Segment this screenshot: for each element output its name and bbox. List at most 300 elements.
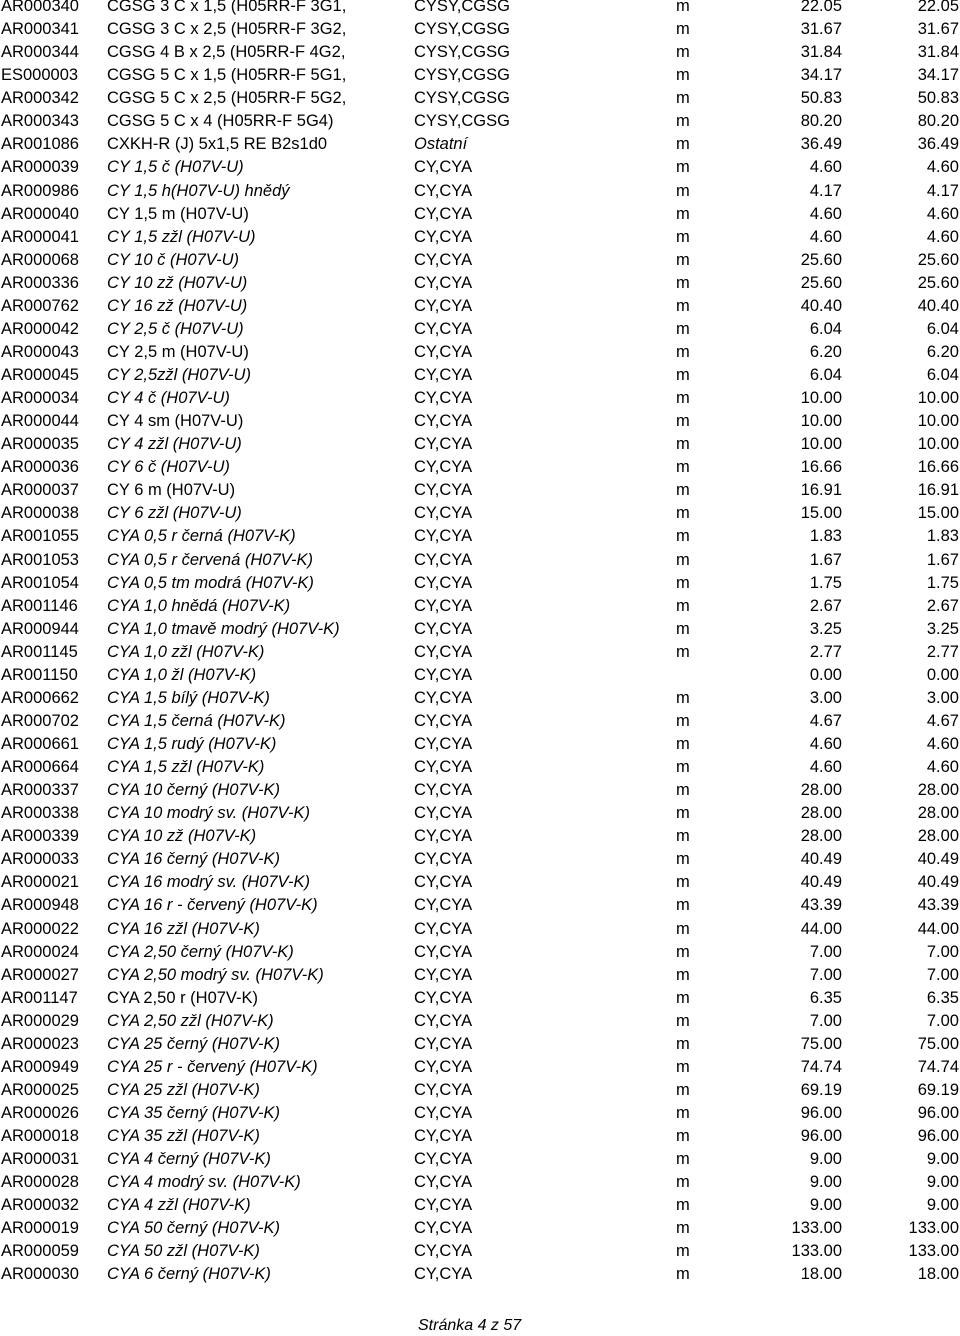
item-price-total: 74.74: [917, 1057, 959, 1076]
item-price: 1.75: [809, 573, 842, 592]
item-unit: m: [676, 250, 690, 269]
item-code: AR000021: [1, 873, 79, 892]
item-name: CYA 25 zžl (H07V-K): [107, 1080, 260, 1099]
item-price: 40.49: [800, 873, 842, 892]
table-row: [0, 203, 960, 226]
item-group: CY,CYA: [414, 896, 473, 915]
item-unit: m: [676, 504, 690, 523]
item-code: AR000037: [1, 481, 79, 500]
item-unit: m: [676, 20, 690, 39]
item-price: 16.91: [800, 481, 842, 500]
item-code: AR000762: [1, 296, 79, 315]
table-row: [0, 1056, 960, 1079]
table-row: [0, 272, 960, 295]
item-unit: m: [676, 1196, 690, 1215]
item-unit: m: [676, 181, 690, 200]
item-price: 7.00: [809, 942, 842, 961]
item-group: CY,CYA: [414, 250, 473, 269]
item-price-total: 10.00: [917, 389, 959, 408]
item-price-total: 1.75: [926, 573, 959, 592]
table-row: [0, 525, 960, 548]
item-price: 6.04: [809, 319, 842, 338]
item-price: 96.00: [800, 1127, 842, 1146]
table-row: [0, 110, 960, 133]
item-code: AR001054: [1, 573, 79, 592]
item-code: AR000034: [1, 389, 79, 408]
item-name: CY 6 m (H07V-U): [107, 481, 236, 500]
item-group: CY,CYA: [414, 1219, 473, 1238]
item-name: CYA 35 černý (H07V-K): [107, 1104, 281, 1122]
item-price: 3.25: [809, 619, 842, 638]
item-code: AR001086: [1, 135, 79, 154]
item-code: AR000986: [1, 181, 79, 200]
item-price: 4.60: [809, 227, 842, 246]
item-code: AR000341: [1, 20, 79, 39]
item-price-total: 3.00: [926, 688, 959, 707]
item-group: CY,CYA: [414, 527, 473, 546]
item-code: AR000664: [1, 758, 79, 777]
item-unit: m: [676, 296, 690, 315]
item-code: AR000068: [1, 250, 79, 269]
item-price: 10.00: [800, 435, 842, 454]
item-name: CYA 1,0 tmavě modrý (H07V-K): [107, 619, 340, 638]
item-code: AR001145: [1, 642, 78, 661]
item-unit: m: [676, 804, 690, 823]
item-name: CY 1,5 č (H07V-U): [107, 158, 244, 177]
item-name: CY 4 zžl (H07V-U): [107, 435, 242, 454]
table-row: [0, 41, 960, 64]
item-price-total: 0.00: [926, 665, 959, 684]
table-row: [0, 156, 960, 179]
item-unit: m: [676, 389, 690, 408]
item-group: CY,CYA: [414, 181, 473, 200]
item-name: CGSG 5 C x 2,5 (H05RR-F 5G2,: [107, 89, 347, 108]
item-code: AR000040: [1, 204, 79, 223]
item-price: 3.00: [809, 688, 842, 707]
item-name: CYA 2,50 r (H07V-K): [107, 988, 259, 1007]
item-code: AR000027: [1, 965, 79, 984]
item-price-total: 31.67: [917, 20, 959, 39]
item-code: AR000662: [1, 688, 79, 707]
item-price: 22.05: [800, 0, 842, 15]
table-row: [0, 687, 960, 710]
item-price-total: 18.00: [917, 1265, 959, 1284]
item-price: 4.60: [809, 735, 842, 753]
item-price-total: 80.20: [917, 112, 959, 131]
item-unit: m: [676, 642, 690, 661]
item-price-total: 15.00: [917, 504, 959, 523]
item-price: 4.67: [809, 711, 842, 730]
item-unit: m: [676, 0, 690, 15]
item-price: 6.35: [809, 988, 842, 1007]
item-code: AR000031: [1, 1150, 79, 1169]
table-row: [0, 572, 960, 595]
item-group: CY,CYA: [414, 665, 473, 684]
item-price: 4.60: [809, 204, 842, 223]
item-unit: m: [676, 527, 690, 546]
item-price-total: 96.00: [917, 1104, 959, 1122]
item-price: 7.00: [809, 1011, 842, 1030]
item-name: CGSG 4 B x 2,5 (H05RR-F 4G2,: [107, 43, 346, 62]
item-name: CYA 1,5 bílý (H07V-K): [107, 688, 270, 707]
item-name: CYA 1,0 žl (H07V-K): [107, 665, 257, 684]
item-unit: m: [676, 781, 690, 800]
item-price: 28.00: [800, 804, 842, 823]
item-code: AR000026: [1, 1104, 79, 1122]
item-group: CY,CYA: [414, 942, 473, 961]
table-row: [0, 1033, 960, 1056]
item-price: 15.00: [800, 504, 842, 523]
item-unit: m: [676, 1173, 690, 1192]
item-name: CYA 2,50 zžl (H07V-K): [107, 1011, 274, 1030]
item-group: CY,CYA: [414, 296, 473, 315]
item-name: CGSG 5 C x 1,5 (H05RR-F 5G1,: [107, 66, 347, 85]
item-unit: m: [676, 850, 690, 869]
item-code: AR000023: [1, 1034, 79, 1053]
item-price: 50.83: [800, 89, 842, 108]
item-code: AR000343: [1, 112, 79, 131]
table-row: [0, 779, 960, 802]
item-price: 31.67: [800, 20, 842, 39]
item-price-total: 10.00: [917, 435, 959, 454]
item-unit: m: [676, 1057, 690, 1076]
item-code: AR000948: [1, 896, 79, 915]
item-group: CY,CYA: [414, 804, 473, 823]
item-group: CY,CYA: [414, 919, 473, 938]
item-price-total: 28.00: [917, 804, 959, 823]
table-row: [0, 1148, 960, 1171]
item-price: 16.66: [800, 458, 842, 477]
item-name: CGSG 5 C x 4 (H05RR-F 5G4): [107, 112, 334, 131]
item-name: CYA 4 modrý sv. (H07V-K): [107, 1173, 301, 1192]
item-code: AR000030: [1, 1265, 79, 1284]
item-price-total: 7.00: [926, 965, 959, 984]
item-group: CY,CYA: [414, 412, 473, 431]
item-code: AR000022: [1, 919, 79, 938]
item-price-total: 4.17: [926, 181, 959, 200]
item-unit: m: [676, 204, 690, 223]
item-code: AR000337: [1, 781, 79, 800]
table-row: [0, 733, 960, 756]
table-row: [0, 1217, 960, 1240]
item-unit: m: [676, 481, 690, 500]
item-name: CY 16 zž (H07V-U): [107, 296, 248, 315]
item-group: CY,CYA: [414, 1104, 473, 1122]
table-row: [0, 180, 960, 203]
item-unit: m: [676, 942, 690, 961]
item-group: Ostatní: [414, 135, 468, 154]
item-price-total: 40.49: [917, 850, 959, 869]
table-row: [0, 479, 960, 502]
item-price-total: 50.83: [917, 89, 959, 108]
table-row: [0, 618, 960, 641]
item-price-total: 10.00: [917, 412, 959, 431]
item-unit: m: [676, 1127, 690, 1146]
item-price: 96.00: [800, 1104, 842, 1122]
item-name: CYA 35 zžl (H07V-K): [107, 1127, 260, 1146]
item-price: 4.17: [809, 181, 842, 200]
item-group: CY,CYA: [414, 435, 473, 454]
item-group: CY,CYA: [414, 827, 473, 846]
item-group: CY,CYA: [414, 688, 473, 707]
item-code: AR000028: [1, 1173, 79, 1192]
table-row: [0, 1102, 960, 1125]
item-price: 75.00: [800, 1034, 842, 1053]
item-group: CY,CYA: [414, 1173, 473, 1192]
item-unit: m: [676, 965, 690, 984]
item-code: AR000338: [1, 804, 79, 823]
item-unit: m: [676, 319, 690, 338]
item-code: AR000059: [1, 1242, 79, 1261]
item-price-total: 43.39: [917, 896, 959, 915]
item-group: CY,CYA: [414, 227, 473, 246]
item-price-total: 25.60: [917, 250, 959, 269]
item-price-total: 9.00: [926, 1196, 959, 1215]
item-price-total: 9.00: [926, 1173, 959, 1192]
table-row: [0, 387, 960, 410]
item-name: CYA 1,5 černá (H07V-K): [107, 711, 286, 730]
item-name: CY 10 č (H07V-U): [107, 250, 240, 269]
item-unit: m: [676, 273, 690, 292]
item-unit: m: [676, 919, 690, 938]
item-unit: m: [676, 458, 690, 477]
item-group: CY,CYA: [414, 550, 473, 569]
item-price-total: 133.00: [908, 1219, 959, 1238]
item-code: AR001150: [1, 665, 78, 684]
item-price: 28.00: [800, 827, 842, 846]
item-name: CYA 25 r - červený (H07V-K): [107, 1057, 318, 1076]
item-name: CXKH-R (J) 5x1,5 RE B2s1d0: [107, 135, 328, 154]
table-row: [0, 1171, 960, 1194]
item-name: CYA 16 r - červený (H07V-K): [107, 896, 318, 915]
item-unit: m: [676, 1265, 690, 1284]
item-price: 4.60: [809, 158, 842, 177]
item-unit: m: [676, 435, 690, 454]
item-unit: m: [676, 43, 690, 62]
table-row: [0, 0, 960, 18]
item-code: AR001055: [1, 527, 79, 546]
item-group: CY,CYA: [414, 758, 473, 777]
item-price: 133.00: [791, 1219, 842, 1238]
item-name: CYA 16 zžl (H07V-K): [107, 919, 260, 938]
item-price-total: 36.49: [917, 135, 959, 154]
item-group: CY,CYA: [414, 1150, 473, 1169]
item-name: CYA 16 černý (H07V-K): [107, 850, 281, 869]
item-unit: m: [676, 66, 690, 85]
table-row: [0, 1125, 960, 1148]
item-price-total: 4.60: [926, 227, 959, 246]
item-group: CY,CYA: [414, 1080, 473, 1099]
item-price-total: 40.49: [917, 873, 959, 892]
table-row: [0, 941, 960, 964]
item-price-total: 96.00: [917, 1127, 959, 1146]
item-code: AR000033: [1, 850, 79, 869]
table-row: [0, 226, 960, 249]
item-code: AR000036: [1, 458, 79, 477]
item-group: CY,CYA: [414, 1265, 473, 1284]
item-group: CY,CYA: [414, 481, 473, 500]
table-row: [0, 1079, 960, 1102]
table-row: [0, 871, 960, 894]
item-price: 44.00: [800, 919, 842, 938]
item-price: 9.00: [809, 1173, 842, 1192]
item-price: 10.00: [800, 412, 842, 431]
table-row: [0, 318, 960, 341]
item-price: 40.40: [800, 296, 842, 315]
table-row: [0, 987, 960, 1010]
item-group: CY,CYA: [414, 873, 473, 892]
item-group: CY,CYA: [414, 458, 473, 477]
table-row: [0, 1010, 960, 1033]
item-unit: m: [676, 688, 690, 707]
item-group: CY,CYA: [414, 1127, 473, 1146]
table-row: [0, 456, 960, 479]
item-price-total: 6.04: [926, 366, 959, 384]
item-price-total: 69.19: [917, 1080, 959, 1099]
item-code: AR000018: [1, 1127, 79, 1146]
item-name: CY 1,5 m (H07V-U): [107, 204, 249, 223]
item-price-total: 4.60: [926, 735, 959, 753]
item-unit: m: [676, 550, 690, 569]
item-price: 18.00: [800, 1265, 842, 1284]
item-code: AR000035: [1, 435, 79, 454]
item-price: 36.49: [800, 135, 842, 154]
item-name: CYA 4 zžl (H07V-K): [107, 1196, 251, 1215]
table-row: [0, 595, 960, 618]
item-price-total: 6.35: [926, 988, 959, 1007]
item-name: CYA 2,50 modrý sv. (H07V-K): [107, 965, 324, 984]
item-price: 28.00: [800, 781, 842, 800]
item-price: 133.00: [791, 1242, 842, 1261]
item-price: 0.00: [809, 665, 842, 684]
table-row: [0, 133, 960, 156]
item-price-total: 133.00: [908, 1242, 959, 1261]
item-unit: m: [676, 827, 690, 846]
item-price-total: 6.04: [926, 319, 959, 338]
item-code: AR000342: [1, 89, 79, 108]
item-unit: m: [676, 89, 690, 108]
item-price-total: 7.00: [926, 942, 959, 961]
item-name: CGSG 3 C x 2,5 (H05RR-F 3G2,: [107, 20, 347, 39]
table-row: [0, 249, 960, 272]
item-code: AR000032: [1, 1196, 79, 1215]
item-price-total: 4.67: [926, 711, 959, 730]
item-price: 9.00: [809, 1150, 842, 1169]
item-name: CYA 1,0 zžl (H07V-K): [107, 642, 265, 661]
item-name: CYA 1,5 zžl (H07V-K): [107, 758, 265, 777]
item-group: CY,CYA: [414, 850, 473, 869]
item-price-total: 28.00: [917, 781, 959, 800]
item-name: CYA 50 černý (H07V-K): [107, 1219, 281, 1238]
item-group: CYSY,CGSG: [414, 20, 510, 39]
item-price: 74.74: [800, 1057, 842, 1076]
item-group: CY,CYA: [414, 319, 473, 338]
table-row: [0, 295, 960, 318]
item-code: AR000661: [1, 735, 79, 753]
item-price: 80.20: [800, 112, 842, 131]
item-name: CY 2,5zžl (H07V-U): [107, 366, 251, 384]
item-name: CY 4 sm (H07V-U): [107, 412, 244, 431]
item-group: CY,CYA: [414, 1034, 473, 1053]
item-price-total: 25.60: [917, 273, 959, 292]
table-row: [0, 341, 960, 364]
item-code: AR000024: [1, 942, 79, 961]
item-price-total: 16.66: [917, 458, 959, 477]
item-code: AR000340: [1, 0, 79, 15]
item-unit: m: [676, 873, 690, 892]
item-name: CYA 0,5 tm modrá (H07V-K): [107, 573, 314, 592]
item-unit: m: [676, 135, 690, 154]
item-group: CY,CYA: [414, 1242, 473, 1261]
item-group: CY,CYA: [414, 573, 473, 592]
item-group: CY,CYA: [414, 1011, 473, 1030]
item-group: CY,CYA: [414, 619, 473, 638]
item-unit: m: [676, 573, 690, 592]
item-code: AR000044: [1, 412, 79, 431]
item-name: CYA 4 černý (H07V-K): [107, 1150, 271, 1169]
item-code: AR000038: [1, 504, 79, 523]
item-group: CYSY,CGSG: [414, 0, 510, 15]
table-row: [0, 502, 960, 525]
item-group: CY,CYA: [414, 204, 473, 223]
item-code: AR000042: [1, 319, 79, 338]
item-unit: m: [676, 711, 690, 730]
item-name: CGSG 3 C x 1,5 (H05RR-F 3G1,: [107, 0, 347, 15]
item-price-total: 3.25: [926, 619, 959, 638]
item-unit: m: [676, 1080, 690, 1099]
item-unit: m: [676, 596, 690, 615]
table-row: [0, 18, 960, 41]
item-price-total: 7.00: [926, 1011, 959, 1030]
item-price-total: 6.20: [926, 342, 959, 361]
item-price: 34.17: [800, 66, 842, 85]
item-name: CY 1,5 zžl (H07V-U): [107, 227, 256, 246]
item-name: CYA 2,50 černý (H07V-K): [107, 942, 294, 961]
item-group: CY,CYA: [414, 342, 473, 361]
item-price-total: 16.91: [917, 481, 959, 500]
item-code: AR000043: [1, 342, 79, 361]
table-row: [0, 918, 960, 941]
table-row: [0, 756, 960, 779]
table-row: [0, 825, 960, 848]
item-code: AR001146: [1, 596, 78, 615]
item-group: CY,CYA: [414, 389, 473, 408]
table-row: [0, 641, 960, 664]
item-price-total: 2.77: [926, 642, 959, 661]
table-row: [0, 410, 960, 433]
item-name: CYA 50 zžl (H07V-K): [107, 1242, 260, 1261]
item-price-total: 4.60: [926, 158, 959, 177]
item-code: AR000949: [1, 1057, 79, 1076]
table-row: [0, 1194, 960, 1217]
item-group: CY,CYA: [414, 366, 473, 384]
item-price-total: 40.40: [917, 296, 959, 315]
item-price: 4.60: [809, 758, 842, 777]
item-name: CY 10 zž (H07V-U): [107, 273, 248, 292]
item-price-total: 2.67: [926, 596, 959, 615]
item-name: CY 2,5 č (H07V-U): [107, 319, 244, 338]
table-row: [0, 1263, 960, 1286]
table-row: [0, 549, 960, 572]
item-group: CY,CYA: [414, 504, 473, 523]
table-row: [0, 664, 960, 687]
item-name: CY 6 zžl (H07V-U): [107, 504, 242, 523]
item-group: CYSY,CGSG: [414, 89, 510, 108]
item-price-total: 1.83: [926, 527, 959, 546]
item-name: CYA 16 modrý sv. (H07V-K): [107, 873, 310, 892]
item-price-total: 31.84: [917, 43, 959, 62]
item-unit: m: [676, 988, 690, 1007]
